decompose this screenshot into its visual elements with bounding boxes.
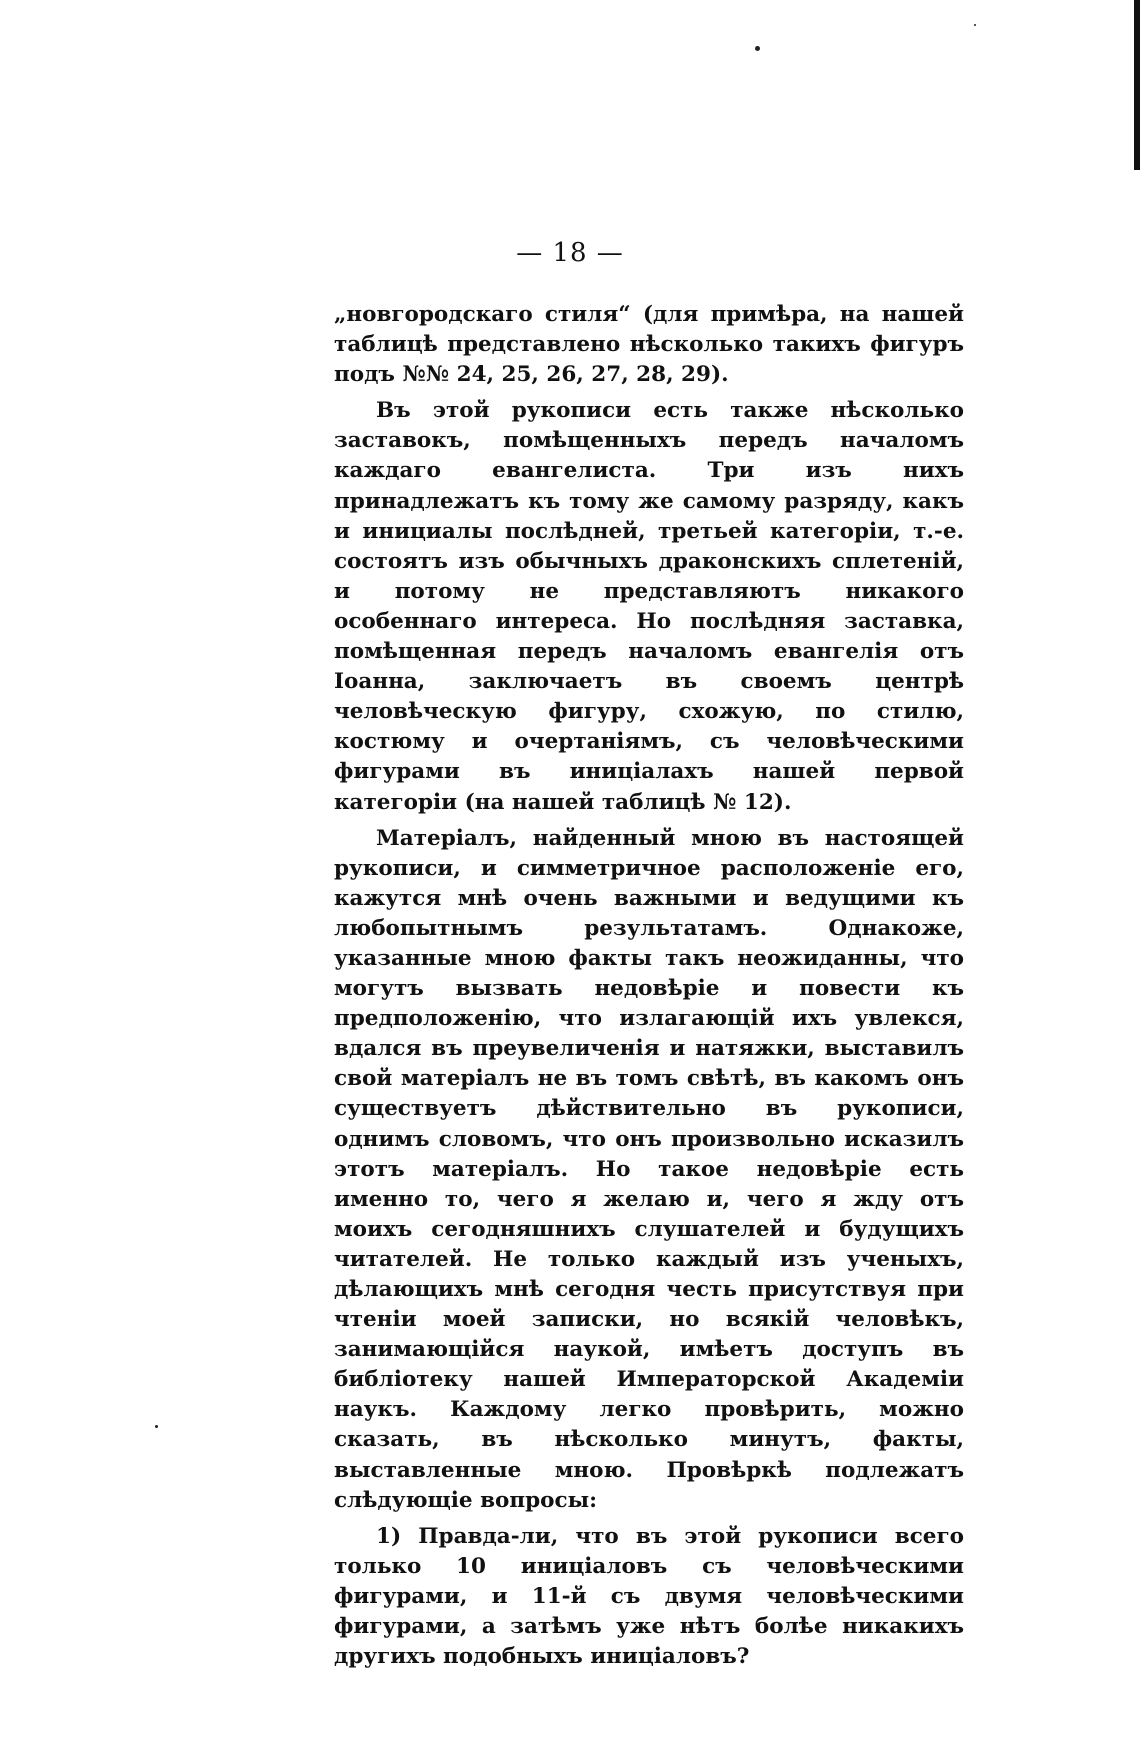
print-speck xyxy=(155,1425,158,1428)
paragraph-material: Матеріалъ, найденный мною въ настоящей рукописи, и симметричное расположеніе его, кажутся мнѣ очень важными и ведущими къ любопытнымъ результатамъ. Однакоже, указанные мною факты такъ неожиданны, что могутъ вызвать недовѣріе и повести къ предположенію, что излагающій ихъ увлекся, вдался въ преувеличенія и натяжки, выставилъ свой матеріалъ не въ томъ свѣтѣ, въ какомъ онъ существуетъ дѣйствительно въ рукописи, однимъ словомъ, что онъ произвольно исказилъ этотъ матеріалъ. Но такое недовѣріе есть именно то, чего я желаю и, чего я жду отъ моихъ сегодняшнихъ слушателей и будущихъ читателей. Не только каждый изъ ученыхъ, дѣлающихъ мнѣ сегодня честь присутствуя при чтеніи моей записки, но всякій человѣкъ, занимающійся наукой, имѣетъ доступъ въ библіотеку нашей Императорской Академіи наукъ. Каждому легко провѣрить, можно сказать, въ нѣсколько минутъ, факты, выставленные мною. Провѣркѣ подлежатъ слѣдующіе вопросы: xyxy=(334,825,964,1513)
print-speck xyxy=(974,24,976,26)
page-edge-shadow xyxy=(1134,0,1140,170)
page-number: — 18 — xyxy=(516,238,624,268)
print-speck xyxy=(755,46,760,51)
paragraph-zastavki: Въ этой рукописи есть также нѣсколько заставокъ, помѣщенныхъ передъ началомъ каждаго евангелиста. Три изъ нихъ принадлежатъ къ тому же самому разряду, какъ и инициалы послѣдней, третьей категоріи, т.-е. состоятъ изъ обычныхъ драконскихъ сплетеній, и потому не представляютъ никакого особеннаго интереса. Но послѣдняя заставка, помѣщенная передъ началомъ евангелія отъ Іоанна, заключаетъ въ своемъ центрѣ человѣческую фигуру, схожую, по стилю, костюму и очертаніямъ, съ человѣческими фигурами въ иниціалахъ нашей первой категоріи (на нашей таблицѣ № 12). xyxy=(334,398,964,815)
paragraph-continuation: „новгородскаго стиля“ (для примѣра, на нашей таблицѣ представлено нѣсколько такихъ фигуръ подъ №№ 24, 25, 26, 27, 28, 29). xyxy=(334,302,964,388)
body-text xyxy=(334,300,964,1672)
paragraph-question-1: 1) Правда-ли, что въ этой рукописи всего только 10 иниціаловъ съ человѣческими фигурами, и 11-й съ двумя человѣческими фигурами, а затѣмъ уже нѣтъ болѣе никакихъ другихъ подобныхъ иниціаловъ? xyxy=(334,1523,964,1670)
